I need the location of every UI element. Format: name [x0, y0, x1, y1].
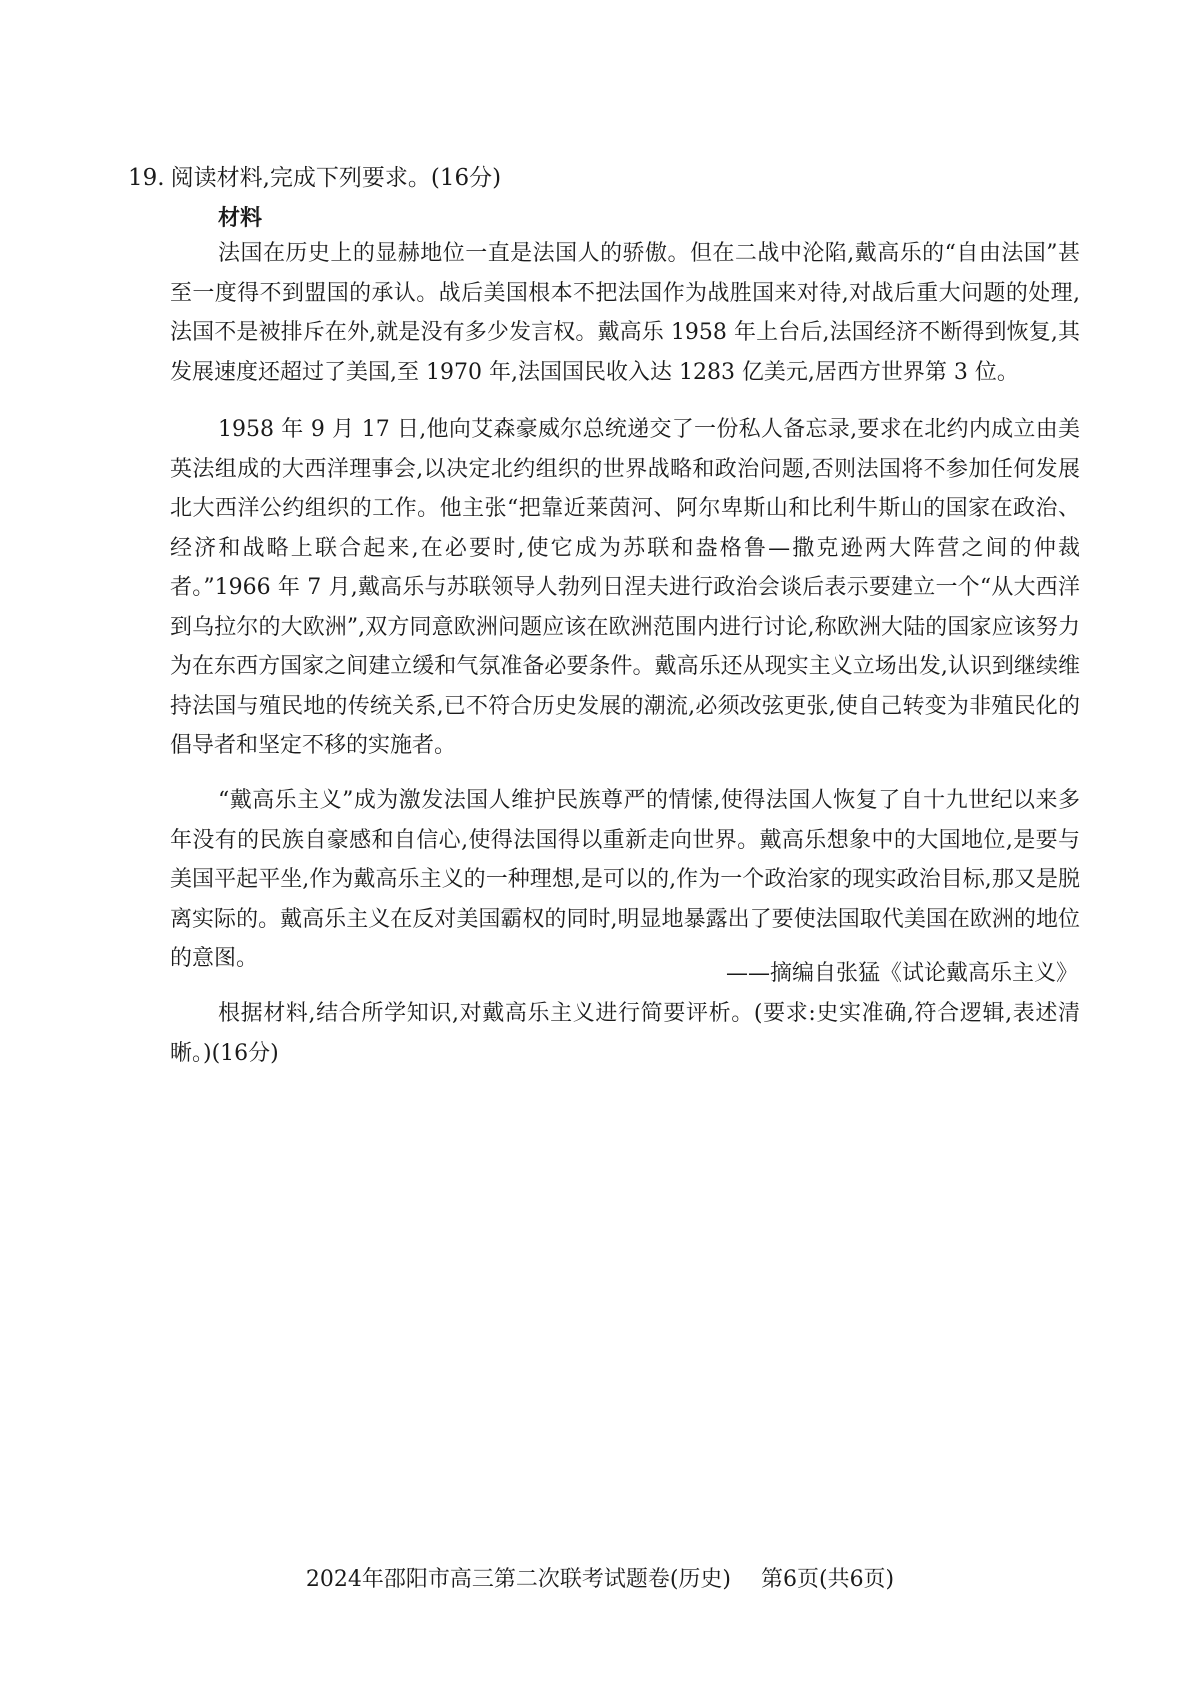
material-paragraph-1: 法国在历史上的显赫地位一直是法国人的骄傲。但在二战中沦陷,戴高乐的“自由法国”甚至一度得不到盟国的承认。战后美国根本不把法国作为战胜国来对待,对战后重大问题的处理,法国不是被排斥在外,就是没有多少发言权。戴高乐 1958 年上台后,法国经济不断得到恢复,其发展速度还超过了美国,至 1970 年,法国国民收入达 1283 亿美元,居西方世界第 3 位。	[170, 241, 1080, 385]
question-prompt: 阅读材料,完成下列要求。(16分)	[170, 165, 502, 191]
question-number: 19.	[128, 165, 165, 191]
footer-title: 2024年邵阳市高三第二次联考试题卷(历史)	[305, 1567, 731, 1592]
question-instruction: 根据材料,结合所学知识,对戴高乐主义进行简要评析。(要求:史实准确,符合逻辑,表述清晰。)(16分)	[170, 1001, 1080, 1066]
page-footer	[0, 1565, 1200, 1595]
material-source: ——摘编自张猛《试论戴高乐主义》	[725, 961, 1078, 986]
material-paragraph-3: “戴高乐主义”成为激发法国人维护民族尊严的情愫,使得法国人恢复了自十九世纪以来多年没有的民族自豪感和自信心,使得法国得以重新走向世界。戴高乐想象中的大国地位,是要与美国平起平坐,作为戴高乐主义的一种理想,是可以的,作为一个政治家的现实政治目标,那又是脱离实际的。戴高乐主义在反对美国霸权的同时,明显地暴露出了要使法国取代美国在欧洲的地位的意图。	[170, 788, 1080, 971]
question-header	[128, 160, 501, 196]
material-paragraph-2: 1958 年 9 月 17 日,他向艾森豪威尔总统递交了一份私人备忘录,要求在北约内成立由美英法组成的大西洋理事会,以决定北约组织的世界战略和政治问题,否则法国将不参加任何发展北大西洋公约组织的工作。他主张“把靠近莱茵河、阿尔卑斯山和比利牛斯山的国家在政治、经济和战略上联合起来,在必要时,使它成为苏联和盎格鲁—撒克逊两大阵营之间的仲裁者。”1966 年 7 月,戴高乐与苏联领导人勃列日涅夫进行政治会谈后表示要建立一个“从大西洋到乌拉尔的大欧洲”,双方同意欧洲问题应该在欧洲范围内进行讨论,称欧洲大陆的国家应该努力为在东西方国家之间建立缓和气氛准备必要条件。戴高乐还从现实主义立场出发,认识到继续维持法国与殖民地的传统关系,已不符合历史发展的潮流,必须改弦更张,使自己转变为非殖民化的倡导者和坚定不移的实施者。	[170, 417, 1080, 758]
footer-page-number: 第6页(共6页)	[760, 1567, 895, 1592]
material-label: 材料	[218, 205, 263, 231]
